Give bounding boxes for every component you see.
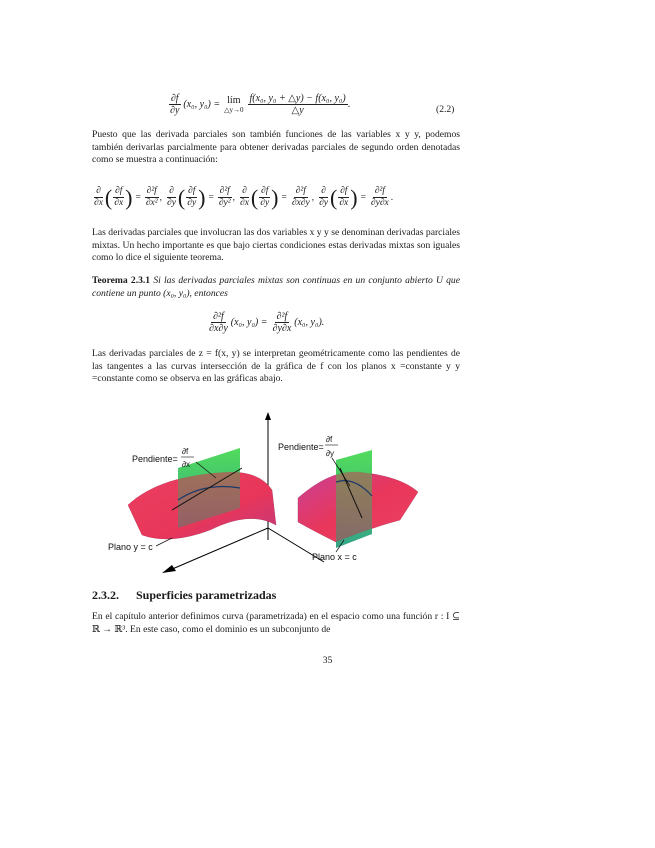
theq-l-num: ∂²f xyxy=(213,311,224,322)
section-heading xyxy=(92,588,276,603)
t1-inner-num: ∂f xyxy=(115,186,123,196)
t4-inner-num: ∂f xyxy=(340,186,348,196)
left-slope-den: ∂x xyxy=(182,460,190,469)
t3-inner-den: ∂y xyxy=(260,198,270,208)
partial-derivatives-figure xyxy=(100,410,460,580)
t1-outer-den: ∂x xyxy=(94,198,103,208)
section-title: Superficies parametrizadas xyxy=(136,588,277,602)
t1-rhs-den: ∂x² xyxy=(145,198,158,208)
theq-r-args: (x₀, y₀). xyxy=(294,317,325,328)
theorem-body: Si las derivadas parciales mixtas son continuas en un conjunto abierto U que contiene un punto (x₀, y₀), entonces xyxy=(92,275,460,299)
t4-outer-den: ∂y xyxy=(319,198,328,208)
theq-l-den: ∂x∂y xyxy=(209,323,228,334)
lim-sub: △y→0 xyxy=(224,106,244,114)
t1-inner-den: ∂x xyxy=(114,198,124,208)
t4-inner-den: ∂x xyxy=(339,198,349,208)
theq-l-args: (x₀, y₀) = xyxy=(230,317,268,328)
t2-inner-den: ∂y xyxy=(187,198,197,208)
second-order-equations: $\frac{\partial}{\partial x}$ ( $\frac{\partial f}{\partial x}$ ) = $\frac{\text{∂²f}}{\text{∂x²}}$ , $\frac{\partial}{\partial y}$ ( $\frac{\partial f}{\partial y}$ ) = $\frac{\text{∂²f}}{\text{∂y²}}$ , $\frac{\partial}{\partial x}$ ( $\frac{\partial f}{\partial y}$ ) = $\frac{\text{∂²f}}{\partial x\partial y}$ , $\frac{\partial}{\partial y}$ ( $\frac{\partial f}{\partial x}$ ) = $\frac{\text{∂²f}}{\partial y\partial x}$ . xyxy=(94,184,394,210)
t1-outer-num: ∂ xyxy=(96,186,101,196)
theq-r-num: ∂²f xyxy=(276,311,288,322)
t2-inner-num: ∂f xyxy=(188,186,196,196)
equation-tag: (2.2) xyxy=(436,104,455,115)
t4-rhs-den: ∂y∂x xyxy=(370,198,389,208)
right-slope-label: Pendiente= xyxy=(278,442,324,452)
right-plane-label: Plano x = c xyxy=(312,552,357,562)
t4-rhs-num: ∂²f xyxy=(374,186,385,196)
right-slope-den: ∂y xyxy=(326,449,334,458)
left-plane-label: Plano y = c xyxy=(108,542,153,552)
t3-inner-num: ∂f xyxy=(261,186,269,196)
paragraph-1: Puesto que las derivada parciales son también funciones de las variables x y y, podemos también derivarlas parcialmente para obtener derivadas parciales de segundo orden denotadas como se muestra a continuación: xyxy=(92,129,460,166)
t3-rhs-num: ∂²f xyxy=(295,186,306,196)
x-axis-arrow xyxy=(162,565,176,573)
theorem-head: Teorema 2.3.1 xyxy=(92,275,151,286)
rhs-num: f(x₀, y₀ + △y) − f(x₀, y₀) xyxy=(249,93,346,104)
left-slope-label: Pendiente= xyxy=(132,454,178,464)
paragraph-2: Las derivadas parciales que involucran las dos variables x y y se denominan derivadas parciales mixtas. Un hecho importante es que bajo ciertas condiciones estas derivadas mixtas son iguales como lo dice el siguiente teorema. xyxy=(92,227,460,264)
lhs-args: (x₀, y₀) = xyxy=(183,99,221,110)
t2-outer-den: ∂y xyxy=(167,198,176,208)
lim-word: lím xyxy=(227,95,241,106)
t4-outer-num: ∂ xyxy=(321,186,326,196)
t2-outer-num: ∂ xyxy=(169,186,174,196)
t3-outer-den: ∂x xyxy=(240,198,249,208)
t2-rhs-num: ∂²f xyxy=(219,186,230,196)
left-slope-num: ∂f xyxy=(182,447,189,456)
right-slope-num: ∂f xyxy=(326,435,333,444)
t3-outer-num: ∂ xyxy=(242,186,247,196)
t3-rhs-den: ∂x∂y xyxy=(291,198,310,208)
right-surface-overlay xyxy=(298,472,418,542)
z-axis-arrow xyxy=(265,412,271,420)
rhs-den: △y xyxy=(291,105,304,116)
section-number: 2.3.2. xyxy=(92,588,119,602)
t2-rhs-den: ∂y² xyxy=(218,198,231,208)
lhs-den: ∂y xyxy=(170,105,180,116)
equation-2-2: $\frac{\partial f}{\partial y}$ (x₀, y₀) = lím △y→0 $\frac{\text{f(x₀, y₀ + △y) − f(x₀, y₀)}}{\triangle y}$ . xyxy=(170,93,351,116)
page-number: 35 xyxy=(322,655,333,666)
theorem-equation xyxy=(207,311,324,334)
theq-r-den: ∂y∂x xyxy=(272,323,292,334)
paragraph-4: En el capítulo anterior definimos curva (parametrizada) en el espacio como una función r : I ⊆ ℝ → ℝ³. En este caso, como el dominio es un subconjunto de xyxy=(92,611,460,635)
theorem xyxy=(92,275,460,300)
paragraph-3: Las derivadas parciales de z = f(x, y) se interpretan geométricamente como las pendientes de las tangentes a las curvas intersección de la gráfica de f con los planos x =constante y y =constante como se observa en las gráficas abajo. xyxy=(92,348,460,385)
lhs-num: ∂f xyxy=(170,93,179,104)
t1-rhs-num: ∂²f xyxy=(146,186,157,196)
left-surface-overlay xyxy=(128,472,276,539)
